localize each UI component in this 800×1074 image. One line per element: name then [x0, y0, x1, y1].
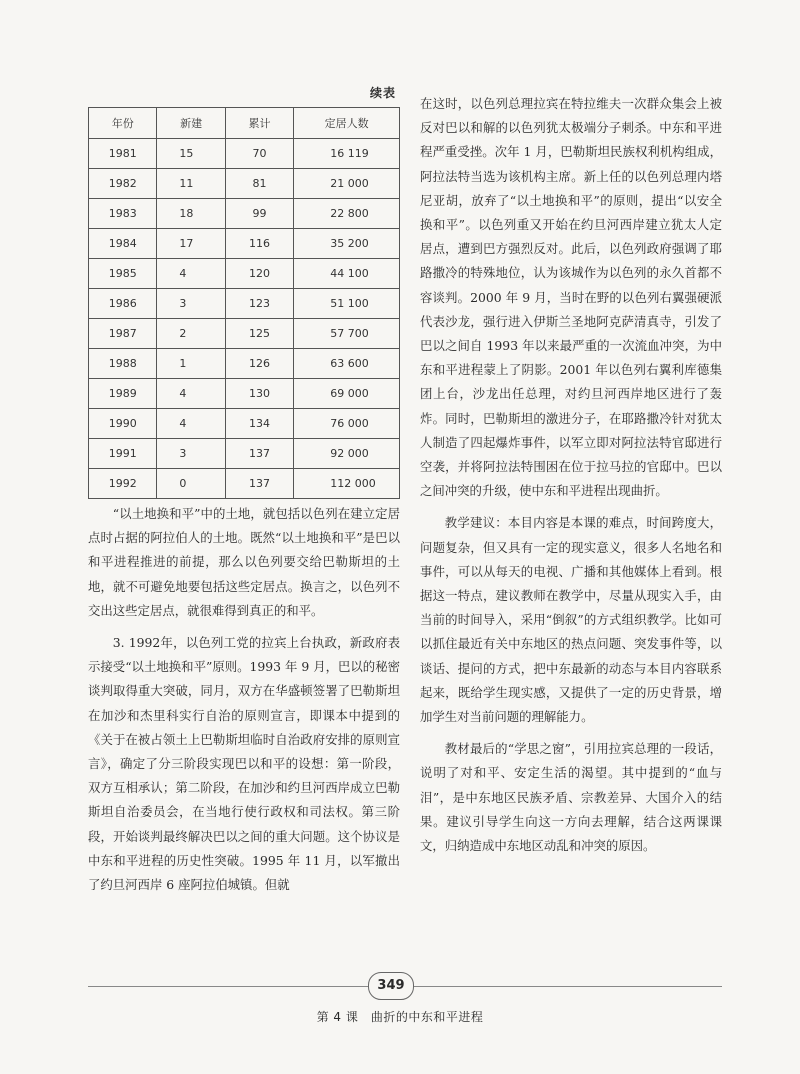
table-cell: 123 — [225, 289, 293, 319]
table-row — [89, 199, 400, 229]
table-row — [89, 169, 400, 199]
table-cell: 1990 — [89, 409, 157, 439]
table-cell: 70 — [225, 139, 293, 169]
paragraph: 教材最后的“学思之窗”，引用拉宾总理的一段话，说明了对和平、安定生活的渴望。其中提到的“血与泪”，是中东地区民族矛盾、宗教差异、大国介入的结果。建议引导学生向这一方向去理解，结合这两课课文，归纳造成中东地区动乱和冲突的原因。 — [420, 741, 722, 854]
column-header: 累计 — [225, 108, 293, 139]
table-cell: 120 — [225, 259, 293, 289]
table-row — [89, 139, 400, 169]
table-cell: 76 000 — [294, 409, 400, 439]
table-cell: 63 600 — [294, 349, 400, 379]
table-cell: 35 200 — [294, 229, 400, 259]
table-row — [89, 349, 400, 379]
table-cell: 126 — [225, 349, 293, 379]
table-cell: 15 — [157, 139, 225, 169]
table-cell: 1992 — [89, 469, 157, 499]
table-cell: 2 — [157, 319, 225, 349]
paragraph: “以土地换和平”中的土地，就包括以色列在建立定居点时占据的阿拉伯人的土地。既然“以土地换和平”是巴以和平进程推进的前提，那么以色列要交给巴勒斯坦的土地，就不可避免地要包括这些定居点。换言之，以色列不交出这些定居点，就很难得到真正的和平。 — [88, 506, 400, 618]
right-column — [420, 92, 722, 858]
table-cell: 1986 — [89, 289, 157, 319]
table-cell: 0 — [157, 469, 225, 499]
settlement-table — [88, 107, 400, 499]
table-caption: 续表 — [369, 86, 396, 100]
table-cell: 11 — [157, 169, 225, 199]
table-cell: 1 — [157, 349, 225, 379]
table-row — [89, 289, 400, 319]
table-row — [89, 379, 400, 409]
table-cell: 22 800 — [294, 199, 400, 229]
table-cell: 1987 — [89, 319, 157, 349]
table-cell: 44 100 — [294, 259, 400, 289]
table-cell: 17 — [157, 229, 225, 259]
table-cell: 1982 — [89, 169, 157, 199]
table-cell: 4 — [157, 409, 225, 439]
column-header: 新建 — [157, 108, 225, 139]
table-cell: 1989 — [89, 379, 157, 409]
table-body — [89, 139, 400, 499]
table-cell: 18 — [157, 199, 225, 229]
table-cell: 69 000 — [294, 379, 400, 409]
table-cell: 1988 — [89, 349, 157, 379]
table-cell: 99 — [225, 199, 293, 229]
table-row — [89, 469, 400, 499]
table-row — [89, 229, 400, 259]
table-header-row — [89, 108, 400, 139]
table-cell: 1985 — [89, 259, 157, 289]
table-cell: 51 100 — [294, 289, 400, 319]
table-cell: 4 — [157, 379, 225, 409]
table-row — [89, 319, 400, 349]
table-cell: 3 — [157, 289, 225, 319]
table-cell: 57 700 — [294, 319, 400, 349]
table-cell: 1981 — [89, 139, 157, 169]
table-row — [89, 439, 400, 469]
table-cell: 130 — [225, 379, 293, 409]
table-row — [89, 409, 400, 439]
column-header: 年份 — [89, 108, 157, 139]
table-cell: 137 — [225, 469, 293, 499]
table-cell: 134 — [225, 409, 293, 439]
table-cell: 21 000 — [294, 169, 400, 199]
paragraph: 在这时，以色列总理拉宾在特拉维夫一次群众集会上被反对巴以和解的以色列犹太极端分子刺杀。中东和平进程严重受挫。次年 1 月，巴勒斯坦民族权利机构组成，阿拉法特当选为该机构主席。新上任的以色列总理内塔尼亚胡，放弃了“以土地换和平”的原则，提出“以安全换和平”。以色列重又开始在约旦河西岸建立犹太人定居点，遭到巴方强烈反对。此后，以色列政府强调了耶路撒冷的特殊地位，认为该城作为以色列的永久首都不容谈判。2000 年 9 月，当时在野的以色列右翼强硬派代表沙龙，强行进入伊斯兰圣地阿克萨清真寺，引发了巴以之间自 1993 年以来最严重的一次流血冲突，为中东和平进程蒙上了阴影。2001 年以色列右翼利库德集团上台，沙龙出任总理，对约旦河西岸地区进行了轰炸。同时，巴勒斯坦的激进分子，在耶路撒冷针对犹太人制造了四起爆炸事件，以军立即对阿拉法特官邸进行空袭，并将阿拉法特围困在位于拉马拉的官邸中。巴以之间冲突的升级，使中东和平进程出现曲折。 — [420, 96, 722, 499]
table-cell: 116 — [225, 229, 293, 259]
lesson-title: 第 4 课 曲折的中东和平进程 — [316, 1010, 484, 1024]
table-cell: 16 119 — [294, 139, 400, 169]
paragraph: 3. 1992年，以色列工党的拉宾上台执政，新政府表示接受“以土地换和平”原则。1993 年 9 月，巴以的秘密谈判取得重大突破，同月，双方在华盛顿签署了巴勒斯坦在加沙和杰里科实行自治的原则宣言，即课本中提到的《关于在被占领土上巴勒斯坦临时自治政府安排的原则宣言》，确定了分三阶段实现巴以和平的设想：第一阶段，双方互相承认；第二阶段，在加沙和约旦河西岸成立巴勒斯坦自治委员会，在当地行使行政权和司法权。第三阶段，开始谈判最终解决巴以之间的重大问题。这个协议是中东和平进程的历史性突破。1995 年 11 月，以军撤出了约旦河西岸 6 座阿拉伯城镇。但就 — [88, 635, 400, 893]
table-cell: 112 000 — [294, 469, 400, 499]
table-cell: 1983 — [89, 199, 157, 229]
table-cell: 4 — [157, 259, 225, 289]
table-row — [89, 259, 400, 289]
teaching-suggestion-paragraph: 教学建议：本目内容是本课的难点，时间跨度大，问题复杂，但又具有一定的现实意义，很多人名地名和事件，可以从每天的电视、广播和其他媒体上看到。根据这一特点，建议教师在教学中，尽量从现实入手，由当前的时间导入，采用“倒叙”的方式组织教学。比如可以抓住最近有关中东地区的热点问题、突发事件等，以谈话、提问的方式，把中东最新的动态与本目内容联系起来，既给学生现实感，又提供了一定的历史背景，增加学生对当前问题的理解能力。 — [420, 515, 722, 725]
left-column — [88, 84, 400, 897]
table-cell: 3 — [157, 439, 225, 469]
table-cell: 92 000 — [294, 439, 400, 469]
table-cell: 137 — [225, 439, 293, 469]
table-cell: 1991 — [89, 439, 157, 469]
table-cell: 1984 — [89, 229, 157, 259]
column-header: 定居人数 — [294, 108, 400, 139]
table-cell: 125 — [225, 319, 293, 349]
table-cell: 81 — [225, 169, 293, 199]
page-number: 349 — [368, 972, 414, 1000]
